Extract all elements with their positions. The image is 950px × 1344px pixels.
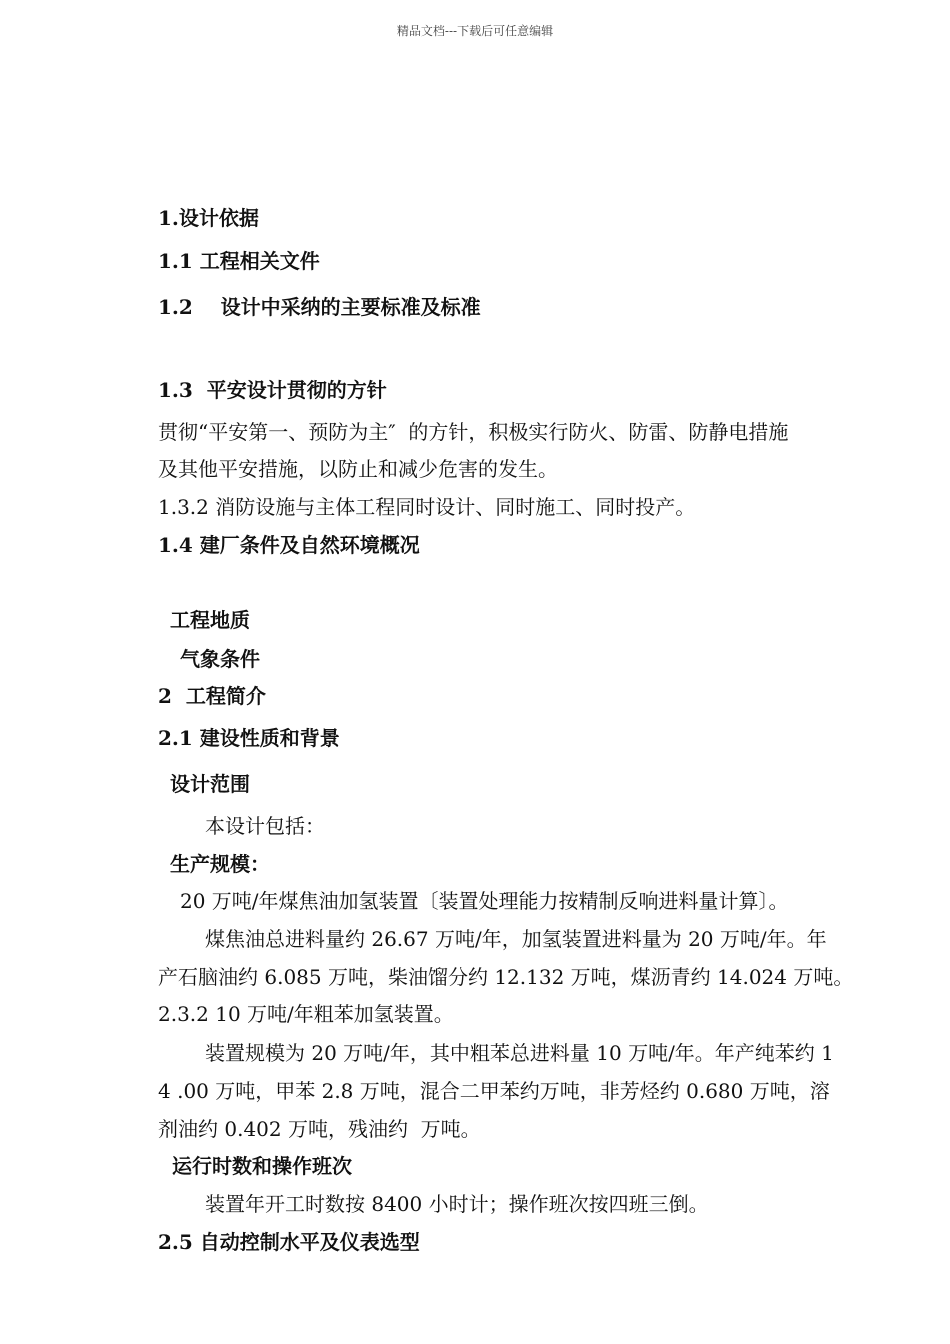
paragraph-line: 及其他平安措施，以防止和减少危害的发生。 — [158, 457, 558, 481]
paragraph-line: 装置规模为 20 万吨/年，其中粗苯总进料量 10 万吨/年。年产纯苯约 1 — [205, 1041, 834, 1065]
paragraph-line: 2.3.2 10 万吨/年粗苯加氢装置。 — [158, 1002, 454, 1026]
paragraph-line: 煤焦油总进料量约 26.67 万吨/年，加氢装置进料量为 20 万吨/年。年 — [205, 927, 827, 951]
heading-1-2: 1.2 设计中采纳的主要标准及标准 — [158, 295, 481, 319]
paragraph-line: 剂油约 0.402 万吨，残油约 万吨。 — [158, 1117, 481, 1141]
heading-operation: 运行时数和操作班次 — [172, 1154, 352, 1178]
heading-geology: 工程地质 — [170, 608, 250, 632]
paragraph-line: 装置年开工时数按 8400 小时计；操作班次按四班三倒。 — [205, 1192, 709, 1216]
heading-1-4: 1.4 建厂条件及自然环境概况 — [158, 533, 420, 557]
heading-1: 1.设计依据 — [158, 206, 259, 230]
heading-1-3: 1.3 平安设计贯彻的方针 — [158, 378, 387, 402]
paragraph-line: 1.3.2 消防设施与主体工程同时设计、同时施工、同时投产。 — [158, 495, 696, 519]
paragraph-line: 20 万吨/年煤焦油加氢装置〔装置处理能力按精制反响进料量计算〕。 — [180, 889, 789, 913]
heading-climate: 气象条件 — [180, 647, 260, 671]
paragraph-line: 4 .00 万吨，甲苯 2.8 万吨，混合二甲苯约万吨，非芳烃约 0.680 万吨，溶 — [158, 1079, 830, 1103]
heading-1-1: 1.1 工程相关文件 — [158, 249, 320, 273]
heading-2-5: 2.5 自动控制水平及仪表选型 — [158, 1230, 420, 1254]
heading-scale: 生产规模： — [170, 852, 270, 876]
paragraph-line: 贯彻“平安第一、预防为主″ 的方针，积极实行防火、防雷、防静电措施 — [158, 420, 789, 444]
heading-2: 2 工程简介 — [158, 684, 266, 708]
heading-scope: 设计范围 — [170, 772, 250, 796]
paragraph-line: 本设计包括： — [205, 814, 325, 838]
heading-2-1: 2.1 建设性质和背景 — [158, 726, 340, 750]
paragraph-line: 产石脑油约 6.085 万吨，柴油馏分约 12.132 万吨，煤沥青约 14.024 万吨。 — [158, 965, 854, 989]
page-header: 精品文档---下载后可任意编辑 — [396, 24, 554, 38]
